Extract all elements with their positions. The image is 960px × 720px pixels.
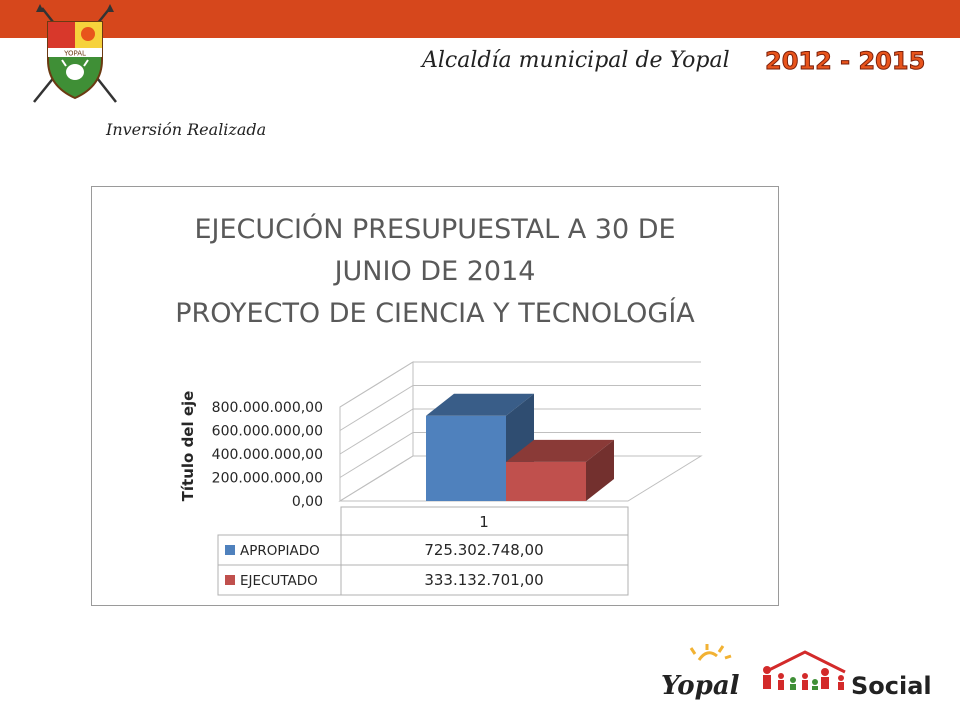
header-title: Alcaldía municipal de Yopal [422, 48, 730, 73]
y-axis-label [179, 391, 197, 502]
yopal-social-logo-icon [655, 642, 935, 706]
chart-title-line: EJECUCIÓN PRESUPUESTAL A 30 DE [194, 214, 676, 245]
header-years: 2012 - 2015 [765, 47, 926, 75]
chart-bars [426, 394, 614, 501]
logo-text-yopal: Yopal [661, 671, 740, 701]
y-tick-label: 0,00 [291, 494, 323, 510]
bar-front [426, 416, 506, 501]
legend-swatch [225, 545, 235, 555]
legend-swatch [225, 575, 235, 585]
y-tick-label: 800.000.000,00 [211, 400, 323, 416]
logo-text-social: Social [851, 672, 932, 700]
y-tick-label: 600.000.000,00 [211, 423, 323, 440]
y-axis-label-text: Título del eje [179, 390, 197, 502]
data-table [218, 507, 628, 595]
bar-front [506, 462, 586, 501]
chart-title-line: PROYECTO DE CIENCIA Y TECNOLOGÍA [175, 298, 695, 329]
yopal-crest-icon [30, 2, 120, 106]
crest-text: YOPAL [64, 49, 86, 58]
table-category-label: 1 [479, 513, 489, 531]
chart-title-line: JUNIO DE 2014 [334, 256, 536, 287]
y-axis-ticks [212, 400, 323, 510]
page-subtitle: Inversión Realizada [106, 120, 267, 139]
top-bar [0, 0, 960, 38]
chart-title [175, 213, 695, 329]
legend-label: APROPIADO [240, 543, 320, 559]
budget-chart [91, 186, 779, 606]
legend-label: EJECUTADO [240, 573, 318, 589]
y-tick-label: 400.000.000,00 [211, 447, 323, 463]
y-tick-label: 200.000.000,00 [211, 470, 323, 487]
data-label: 725.302.748,00 [424, 541, 544, 559]
data-label: 333.132.701,00 [424, 571, 544, 589]
